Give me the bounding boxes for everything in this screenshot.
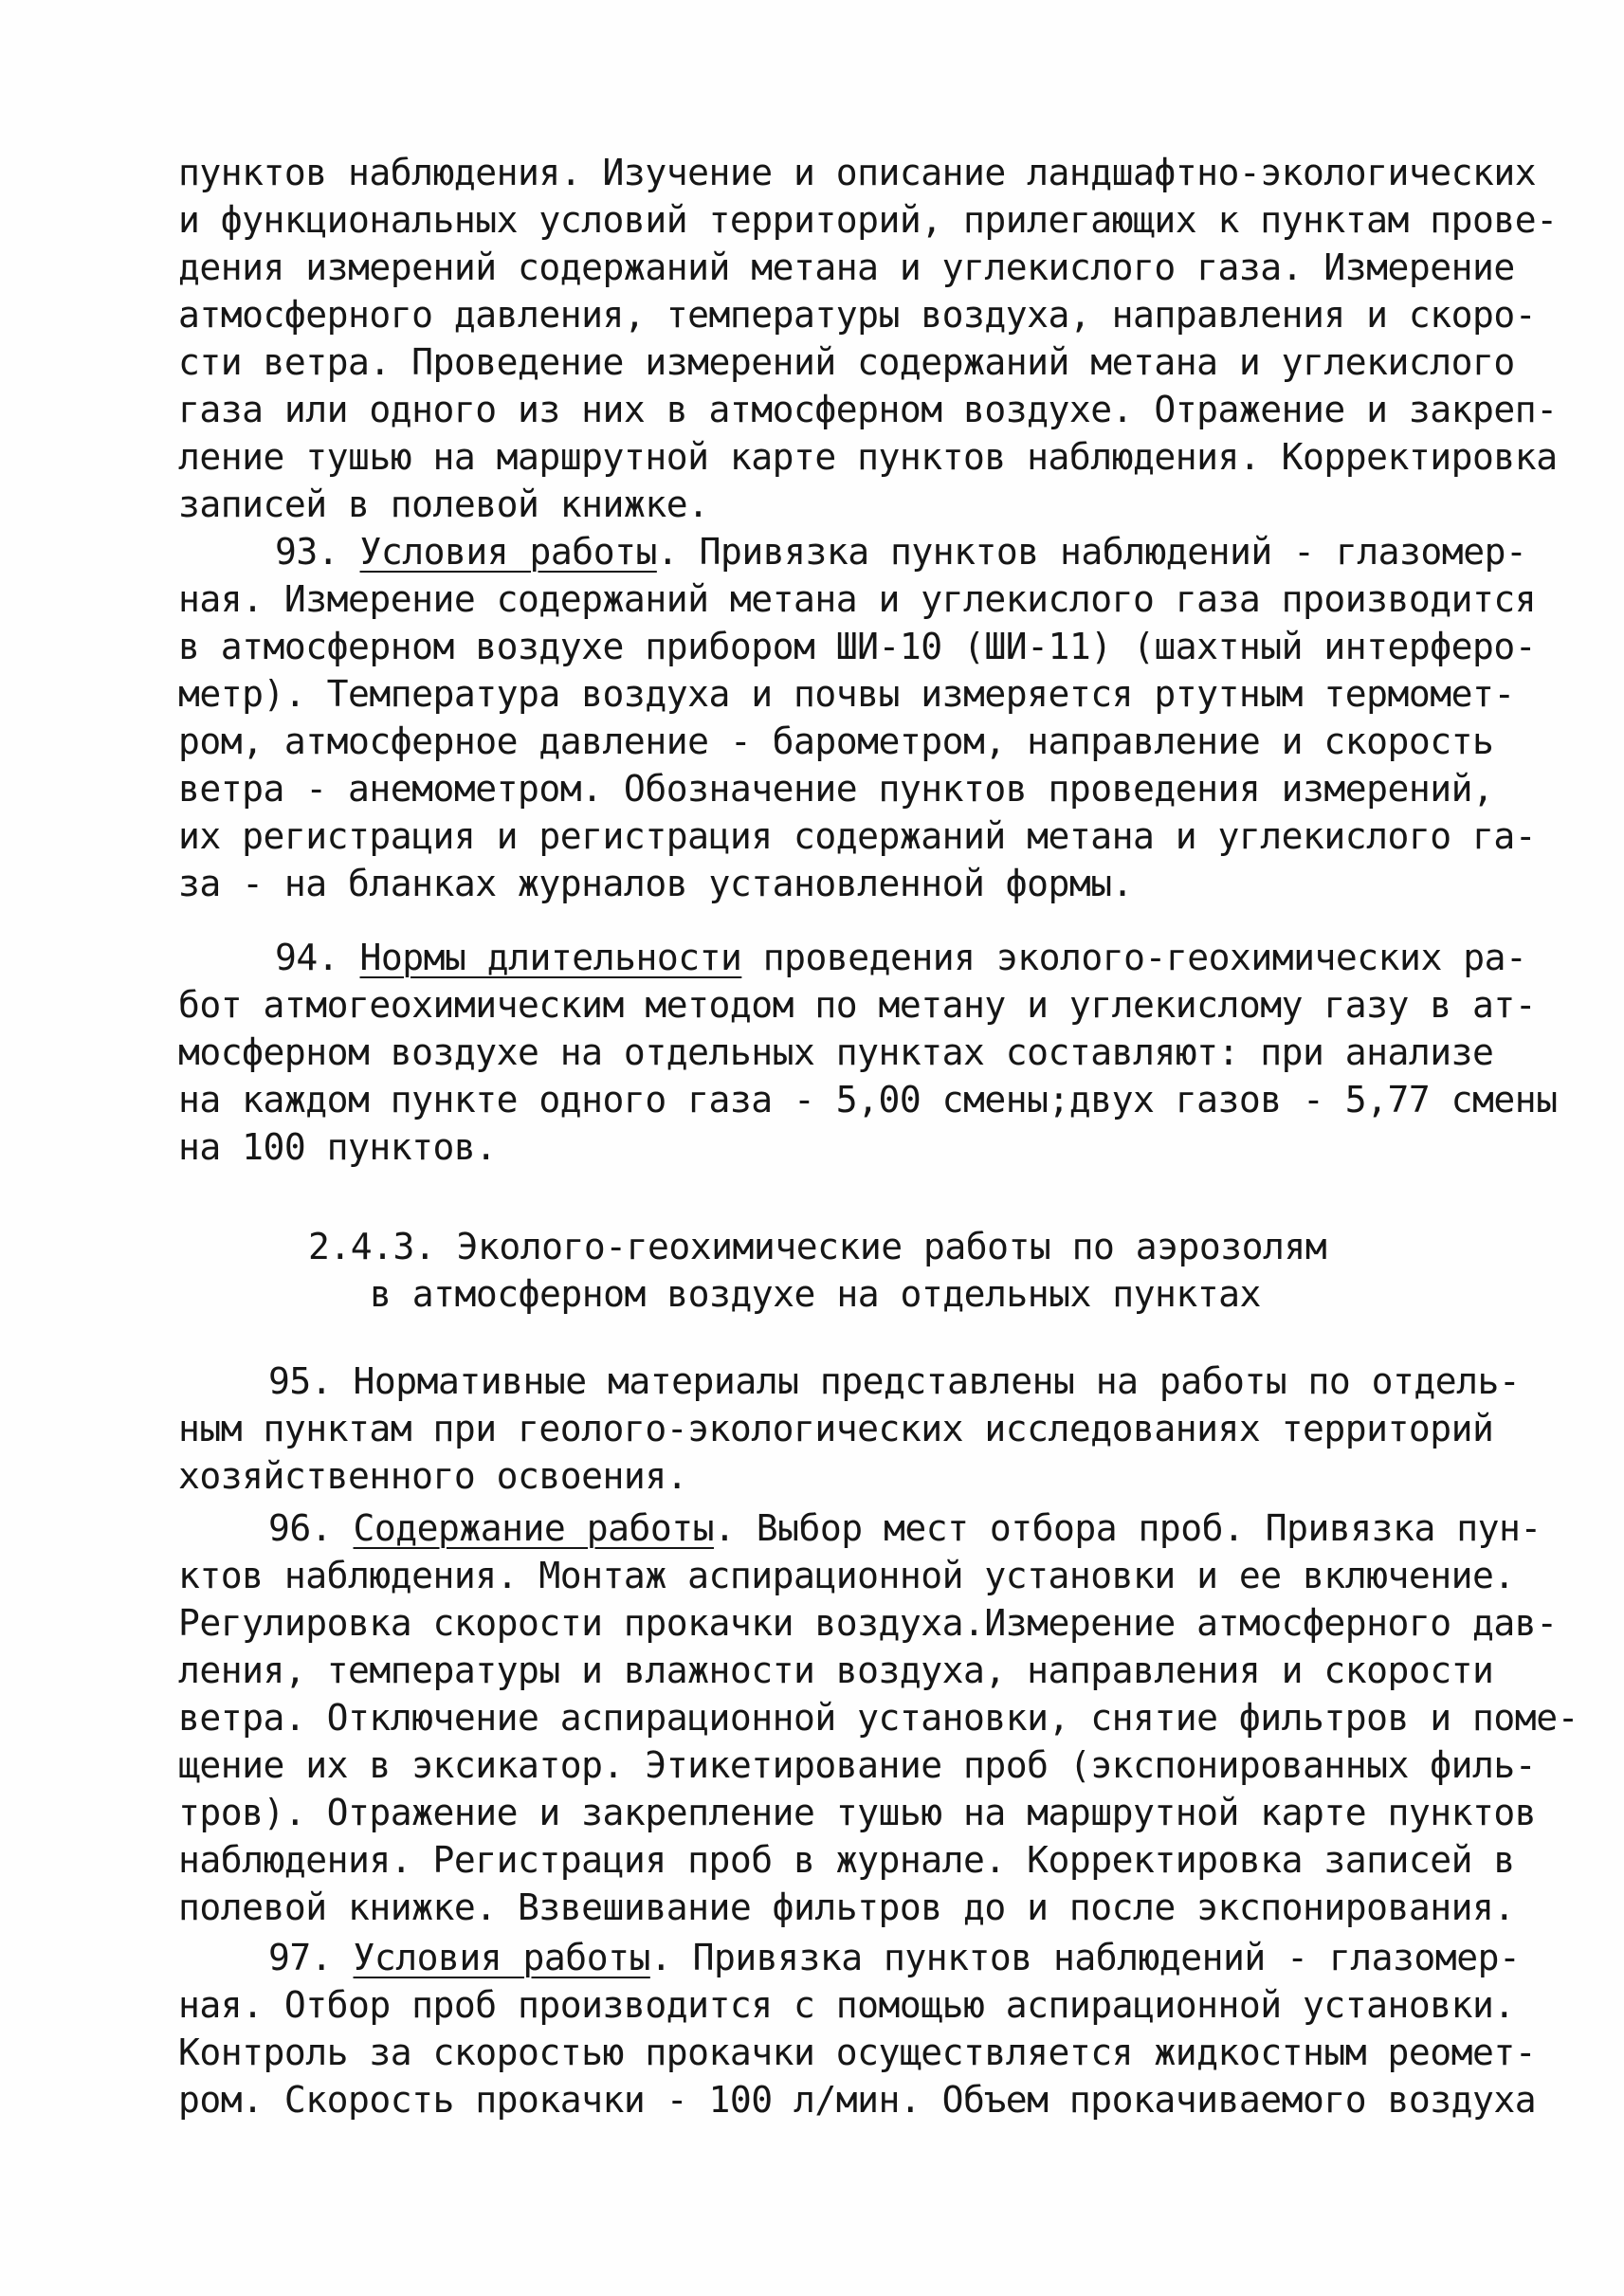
text-line: записей в полевой книжке. xyxy=(178,483,709,525)
text-fragment: . Выбор мест отбора проб. Привязка пун- xyxy=(713,1507,1542,1549)
text-line: мосферном воздухе на отдельных пунктах составляют: при анализе xyxy=(178,1031,1494,1073)
text-line: ление тушью на маршрутной карте пунктов наблюдения. Корректировка xyxy=(178,436,1558,478)
text-line: их регистрация и регистрация содержаний метана и углекислого га- xyxy=(178,815,1537,857)
text-fragment: проведения эколого-геохимических ра- xyxy=(741,937,1527,978)
text-line: наблюдения. Регистрация проб в журнале. Корректировка записей в xyxy=(178,1839,1515,1881)
paragraph-93-first-line xyxy=(275,528,1526,575)
text-line: тров). Отражение и закрепление тушью на маршрутной карте пунктов xyxy=(178,1792,1537,1833)
text-fragment: . Привязка пунктов наблюдений - глазомер- xyxy=(649,1937,1521,1978)
paragraph-term: Условия работы xyxy=(353,1937,650,1978)
text-line: ром, атмосферное давление - барометром, направление и скорость xyxy=(178,720,1494,762)
text-line: ным пунктам при геолого-экологических исследованиях территорий xyxy=(178,1408,1494,1449)
paragraph-97-first-line xyxy=(268,1934,1520,1981)
text-line: полевой книжке. Взвешивание фильтров до и после экспонирования. xyxy=(178,1886,1515,1928)
text-line: атмосферного давления, температуры воздуха, направления и скоро- xyxy=(178,294,1537,336)
section-heading-line-2: в атмосферном воздухе на отдельных пунктах xyxy=(370,1273,1261,1315)
section-heading-line-1: 2.4.3. Эколого-геохимические работы по аэрозолям xyxy=(308,1226,1327,1267)
paragraph-96-first-line xyxy=(268,1504,1542,1552)
text-line: за - на бланках журналов установленной формы. xyxy=(178,863,1134,904)
text-fragment: . Привязка пунктов наблюдений - глазомер- xyxy=(656,531,1527,573)
paragraph-number: 97. xyxy=(268,1937,333,1978)
text-line: дения измерений содержаний метана и углекислого газа. Измерение xyxy=(178,246,1515,288)
text-line: на каждом пункте одного газа - 5,00 смены;двух газов - 5,77 смены xyxy=(178,1079,1558,1121)
text-line: Контроль за скоростью прокачки осуществляется жидкостным реомет- xyxy=(178,2032,1537,2073)
text-line: на 100 пунктов. xyxy=(178,1126,497,1168)
paragraph-term: Содержание работы xyxy=(353,1507,714,1549)
text-line: ветра - анемометром. Обозначение пунктов проведения измерений, xyxy=(178,768,1494,810)
text-line: ная. Измерение содержаний метана и углекислого газа производится xyxy=(178,578,1537,620)
text-line: бот атмогеохимическим методом по метану и углекислому газу в ат- xyxy=(178,984,1537,1026)
text-line: газа или одного из них в атмосферном воздухе. Отражение и закреп- xyxy=(178,389,1558,430)
text-line: ления, температуры и влажности воздуха, направления и скорости xyxy=(178,1649,1494,1691)
text-line: сти ветра. Проведение измерений содержаний метана и углекислого xyxy=(178,341,1515,383)
text-line: ветра. Отключение аспирационной установки, снятие фильтров и поме- xyxy=(178,1697,1578,1739)
text-line: щение их в эксикатор. Этикетирование проб (экспонированных филь- xyxy=(178,1744,1537,1786)
text-line: и функциональных условий территорий, прилегающих к пунктам прове- xyxy=(178,199,1558,241)
text-line: Регулировка скорости прокачки воздуха.Измерение атмосферного дав- xyxy=(178,1602,1558,1644)
paragraph-94-first-line xyxy=(275,934,1526,981)
text-line: ром. Скорость прокачки - 100 л/мин. Объем прокачиваемого воздуха xyxy=(178,2079,1537,2121)
text-line: ктов наблюдения. Монтаж аспирационной установки и ее включение. xyxy=(178,1555,1515,1596)
paragraph-number: 94. xyxy=(275,937,339,978)
paragraph-term: Нормы длительности xyxy=(359,937,742,978)
paragraph-number: 96. xyxy=(268,1507,333,1549)
paragraph-number: 93. xyxy=(275,531,339,573)
text-line: в атмосферном воздухе прибором ШИ-10 (ШИ-11) (шахтный интерферо- xyxy=(178,626,1537,667)
text-line: метр). Температура воздуха и почвы измеряется ртутным термомет- xyxy=(178,673,1515,715)
text-line: ная. Отбор проб производится с помощью аспирационной установки. xyxy=(178,1984,1515,2026)
paragraph-term: Условия работы xyxy=(359,531,657,573)
text-line: пунктов наблюдения. Изучение и описание ландшафтно-экологических xyxy=(178,152,1537,193)
text-line: хозяйственного освоения. xyxy=(178,1455,688,1497)
text-line: 95. Нормативные материалы представлены на работы по отдель- xyxy=(268,1360,1521,1402)
